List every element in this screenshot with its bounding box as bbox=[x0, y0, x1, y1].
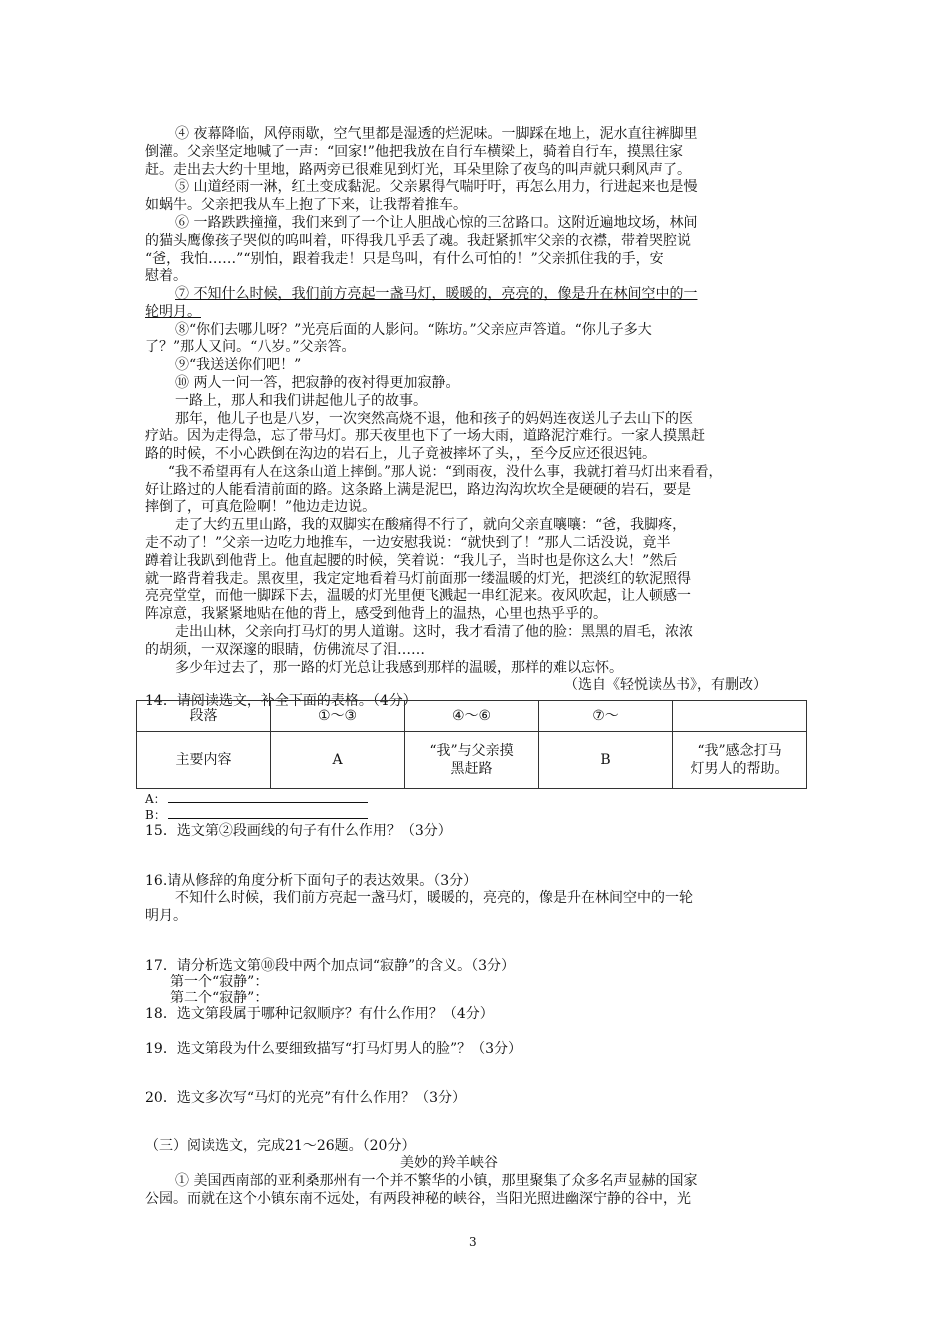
section-3-heading: （三）阅读选文，完成21～26题。（20分） bbox=[145, 1138, 416, 1154]
question-18: 18．选文第段属于哪种记叙顺序？有什么作用？（4分） bbox=[145, 1006, 494, 1022]
table-cell: “我”与父亲摸 黑赶路 bbox=[405, 732, 539, 789]
table-row bbox=[137, 732, 807, 789]
underlined-sentence: ⑦ 不知什么时候，我们前方亮起一盏马灯，暖暖的，亮亮的，像是升在林间空中的一 bbox=[175, 286, 698, 302]
passage-line: ⑤ 山道经雨一淋，红土变成黏泥。父亲累得气喘吁吁，再怎么用力，行进起来也是慢 bbox=[175, 179, 698, 195]
question-16-quote: 明月。 bbox=[145, 908, 187, 924]
passage-line: 疗站。因为走得急，忘了带马灯。那天夜里也下了一场大雨，道路泥泞难行。一家人摸黑赶 bbox=[145, 428, 705, 444]
passage-line: 蹲着让我趴到他背上。他直起腰的时候，笑着说：“我儿子，当时也是你这么大！”然后 bbox=[145, 553, 678, 569]
answer-a-label: A： bbox=[145, 792, 166, 806]
table-header-cell: ④～⑥ bbox=[405, 701, 539, 732]
passage-line: 赶。走出去大约十里地，路两旁已很难见到灯光，耳朵里除了夜鸟的叫声就只剩风声了。 bbox=[145, 162, 691, 178]
question-17-second: 第二个“寂静”： bbox=[170, 990, 269, 1006]
question-20: 20．选文多次写“马灯的光亮”有什么作用？（3分） bbox=[145, 1090, 467, 1106]
passage-line: 走了大约五里山路，我的双脚实在酸痛得不行了，就向父亲直嚷嚷：“爸，我脚疼， bbox=[175, 517, 687, 533]
answer-cell-a[interactable]: A bbox=[271, 732, 405, 789]
passage-line: 的猫头鹰像孩子哭似的呜叫着，吓得我几乎丢了魂。我赶紧抓牢父亲的衣襟，带着哭腔说 bbox=[145, 233, 691, 249]
passage-line: ⑨“我送送你们吧！” bbox=[175, 357, 302, 373]
passage-line: “爸，我怕……”“别怕，跟着我走！只是鸟叫，有什么可怕的！”父亲抓住我的手，安 bbox=[145, 251, 664, 267]
passage-line: 公园。而就在这个小镇东南不远处，有两段神秘的峡谷，当阳光照进幽深宁静的谷中，光 bbox=[145, 1191, 691, 1207]
passage-line: 了？”那人又问。“八岁。”父亲答。 bbox=[145, 339, 356, 355]
source-citation: （选自《轻悦读丛书》，有删改） bbox=[564, 677, 767, 693]
article-title: 美妙的羚羊峡谷 bbox=[400, 1155, 498, 1171]
question-16: 16.请从修辞的角度分析下面句子的表达效果。（3分） bbox=[145, 873, 478, 889]
passage-line: 摔倒了，可真危险啊！”他边走边说。 bbox=[145, 499, 377, 515]
passage-line: 如蜗牛。父亲把我从车上抱了下来，让我帮着推车。 bbox=[145, 197, 467, 213]
passage-line: 慰着。 bbox=[145, 268, 187, 284]
passage-line: 那年，他儿子也是八岁，一次突然高烧不退，他和孩子的妈妈连夜送儿子去山下的医 bbox=[175, 411, 693, 427]
passage-line: 路的时候，不小心跌倒在沟边的岩石上，儿子竟被摔坏了头，，至今反应还很迟钝。 bbox=[145, 446, 656, 462]
table-header-cell: ①～③ bbox=[271, 701, 405, 732]
summary-table bbox=[136, 700, 807, 789]
answer-a-blank[interactable] bbox=[168, 802, 368, 803]
question-14: 14．请阅读选文，补全下面的表格。（4分） bbox=[145, 693, 417, 709]
passage-line: 一路上，那人和我们讲起他儿子的故事。 bbox=[175, 393, 427, 409]
table-cell: “我”感念打马 灯男人的帮助。 bbox=[673, 732, 807, 789]
passage-line: ⑧“你们去哪儿呀？”光亮后面的人影问。“陈坊。”父亲应声答道。“你儿子多大 bbox=[175, 322, 652, 338]
passage-line: 就一路背着我走。黑夜里，我定定地看着马灯前面那一缕温暖的灯光，把淡红的软泥照得 bbox=[145, 571, 691, 587]
passage-line: ⑩ 两人一问一答，把寂静的夜衬得更加寂静。 bbox=[175, 375, 460, 391]
passage-line: 阵凉意，我紧紧地贴在他的背上，感受到他背上的温热，心里也热乎乎的。 bbox=[145, 606, 607, 622]
passage-line: 倒灌。父亲坚定地喊了一声：“回家!”他把我放在自行车横梁上，骑着自行车，摸黑往家 bbox=[145, 144, 683, 160]
page-number: 3 bbox=[469, 1235, 477, 1249]
passage-line: 走不动了！”父亲一边吃力地推车，一边安慰我说：“就快到了！”那人二话没说，竟半 bbox=[145, 535, 671, 551]
passage-line: 的胡须，一双深邃的眼睛，仿佛流尽了泪…… bbox=[145, 642, 425, 658]
table-header-cell: 段落 bbox=[137, 701, 271, 732]
answer-b-label: B： bbox=[145, 808, 166, 822]
question-19: 19．选文第段为什么要细致描写“打马灯男人的脸”？（3分） bbox=[145, 1041, 523, 1057]
table-cell: 主要内容 bbox=[137, 732, 271, 789]
question-16-quote: 不知什么时候，我们前方亮起一盏马灯，暖暖的，亮亮的，像是升在林间空中的一轮 bbox=[175, 890, 693, 906]
underlined-sentence: 轮明月。 bbox=[145, 304, 201, 320]
passage-line: 多少年过去了，那一路的灯光总让我感到那样的温暖，那样的难以忘怀。 bbox=[175, 660, 623, 676]
question-15: 15．选文第②段画线的句子有什么作用？（3分） bbox=[145, 823, 452, 839]
passage-line: “我不希望再有人在这条山道上摔倒。”那人说：“到雨夜，没什么事，我就打着马灯出来看看， bbox=[168, 464, 722, 480]
answer-b-blank[interactable] bbox=[168, 818, 368, 819]
answer-cell-b[interactable]: B bbox=[539, 732, 673, 789]
table-header-cell: ⑦～ bbox=[539, 701, 673, 732]
passage-line: 走出山林，父亲向打马灯的男人道谢。这时，我才看清了他的脸：黑黑的眉毛，浓浓 bbox=[175, 624, 693, 640]
question-17-first: 第一个“寂静”： bbox=[170, 974, 269, 990]
passage-line: ④ 夜幕降临，风停雨歇，空气里都是湿透的烂泥味。一脚踩在地上，泥水直往裤脚里 bbox=[175, 126, 698, 142]
passage-line: ⑥ 一路跌跌撞撞，我们来到了一个让人胆战心惊的三岔路口。这附近遍地坟场，林间 bbox=[175, 215, 698, 231]
passage-line: 好让路过的人能看清前面的路。这条路上满是泥巴，路边沟沟坎坎全是硬硬的岩石，要是 bbox=[145, 482, 691, 498]
question-17: 17．请分析选文第⑩段中两个加点词“寂静”的含义。（3分） bbox=[145, 958, 516, 974]
table-header-cell bbox=[673, 701, 807, 732]
passage-line: ① 美国西南部的亚利桑那州有一个并不繁华的小镇，那里聚集了众多名声显赫的国家 bbox=[175, 1173, 698, 1189]
table-header-row bbox=[137, 701, 807, 732]
passage-line: 亮亮堂堂，而他一脚踩下去，温暖的灯光里便飞溅起一串红泥来。夜风吹起，让人顿感一 bbox=[145, 588, 691, 604]
